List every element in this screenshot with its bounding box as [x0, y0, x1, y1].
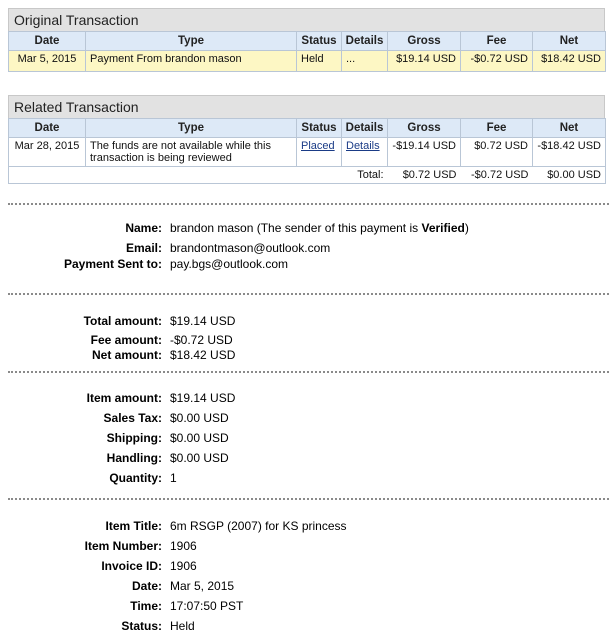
handling-value: $0.00 USD	[170, 451, 229, 465]
details-link[interactable]: Details	[346, 140, 380, 152]
item-amount-value: $19.14 USD	[170, 391, 236, 405]
cell-gross: -$19.14 USD	[388, 138, 461, 167]
cell-net: $18.42 USD	[533, 51, 606, 72]
email-label: Email:	[125, 241, 162, 255]
item-title-value: 6m RSGP (2007) for KS princess	[170, 519, 347, 533]
time-value: 17:07:50 PST	[170, 599, 244, 613]
divider	[8, 498, 609, 500]
col-date: Date	[9, 119, 86, 138]
time-label: Time:	[130, 599, 162, 613]
cell-fee: -$0.72 USD	[461, 51, 533, 72]
related-transaction-title: Related Transaction	[8, 95, 605, 118]
status-row	[0, 618, 613, 634]
cell-date: Mar 28, 2015	[9, 138, 86, 167]
invoice-id-label: Invoice ID:	[101, 559, 162, 573]
related-transaction-section	[8, 95, 605, 184]
col-type: Type	[86, 119, 297, 138]
total-amount-row	[0, 313, 613, 329]
verified-note-prefix: (The sender of this payment is	[256, 221, 419, 235]
fee-amount-value: -$0.72 USD	[170, 333, 233, 347]
cell-gross: $19.14 USD	[388, 51, 461, 72]
sales-tax-row	[0, 410, 613, 426]
cell-status	[297, 138, 342, 167]
sales-tax-value: $0.00 USD	[170, 411, 229, 425]
divider	[8, 293, 609, 295]
item-number-row	[0, 538, 613, 554]
invoice-id-row	[0, 558, 613, 574]
name-row	[0, 220, 613, 236]
shipping-label: Shipping:	[106, 431, 162, 445]
table-header-row	[9, 119, 606, 138]
col-fee: Fee	[461, 32, 533, 51]
col-details: Details	[342, 32, 388, 51]
sales-tax-label: Sales Tax:	[103, 411, 162, 425]
cell-details: ...	[342, 51, 388, 72]
quantity-row	[0, 470, 613, 486]
col-gross: Gross	[388, 119, 461, 138]
payer-name: brandon mason	[170, 221, 254, 235]
item-number-label: Item Number:	[84, 539, 162, 553]
total-gross: $0.72 USD	[388, 167, 461, 184]
status-label: Status:	[121, 619, 162, 633]
item-number-value: 1906	[170, 539, 197, 553]
invoice-id-value: 1906	[170, 559, 197, 573]
col-details: Details	[342, 119, 388, 138]
status-placed-link[interactable]: Placed	[301, 140, 335, 152]
sent-to-row	[0, 256, 613, 272]
date-value: Mar 5, 2015	[170, 579, 235, 593]
time-row	[0, 598, 613, 614]
shipping-row	[0, 430, 613, 446]
shipping-value: $0.00 USD	[170, 431, 229, 445]
divider	[8, 203, 609, 205]
col-fee: Fee	[461, 119, 533, 138]
cell-fee: $0.72 USD	[461, 138, 533, 167]
quantity-value: 1	[170, 471, 177, 485]
total-net: $0.00 USD	[533, 167, 606, 184]
col-net: Net	[533, 32, 606, 51]
total-row	[9, 167, 606, 184]
email-row	[0, 240, 613, 256]
name-value	[170, 220, 469, 236]
item-title-label: Item Title:	[105, 519, 162, 533]
status-value: Held	[170, 619, 195, 633]
cell-details	[342, 138, 388, 167]
col-date: Date	[9, 32, 86, 51]
sent-to-label: Payment Sent to:	[63, 257, 162, 271]
sent-to-value: pay.bgs@outlook.com	[170, 257, 289, 271]
cell-type: The funds are not available while this transaction is being reviewed	[86, 138, 297, 167]
email-value: brandontmason@outlook.com	[170, 241, 331, 255]
fee-amount-row	[0, 332, 613, 348]
date-label: Date:	[131, 579, 162, 593]
verified-note-suffix: )	[464, 221, 469, 235]
total-amount-value: $19.14 USD	[170, 314, 236, 328]
cell-net: -$18.42 USD	[533, 138, 606, 167]
original-transaction-section	[8, 8, 605, 72]
total-label: Total:	[9, 167, 388, 184]
table-row	[9, 138, 606, 167]
original-transaction-title: Original Transaction	[8, 8, 605, 31]
fee-amount-label: Fee amount:	[90, 333, 162, 347]
table-row	[9, 51, 606, 72]
item-amount-row	[0, 390, 613, 406]
table-header-row	[9, 32, 606, 51]
divider	[8, 371, 609, 373]
cell-type: Payment From brandon mason	[86, 51, 297, 72]
net-amount-value: $18.42 USD	[170, 348, 236, 362]
col-net: Net	[533, 119, 606, 138]
total-amount-label: Total amount:	[83, 314, 162, 328]
handling-row	[0, 450, 613, 466]
cell-status: Held	[297, 51, 342, 72]
col-gross: Gross	[388, 32, 461, 51]
quantity-label: Quantity:	[109, 471, 162, 485]
handling-label: Handling:	[106, 451, 162, 465]
item-amount-label: Item amount:	[86, 391, 162, 405]
name-label: Name:	[125, 221, 162, 235]
cell-date: Mar 5, 2015	[9, 51, 86, 72]
related-transaction-table	[8, 118, 606, 184]
net-amount-label: Net amount:	[92, 348, 162, 362]
date-row	[0, 578, 613, 594]
net-amount-row	[0, 347, 613, 363]
verified-status: Verified	[421, 221, 465, 235]
original-transaction-table	[8, 31, 606, 72]
col-status: Status	[297, 119, 342, 138]
col-status: Status	[297, 32, 342, 51]
total-fee: -$0.72 USD	[461, 167, 533, 184]
col-type: Type	[86, 32, 297, 51]
item-title-row	[0, 518, 613, 534]
